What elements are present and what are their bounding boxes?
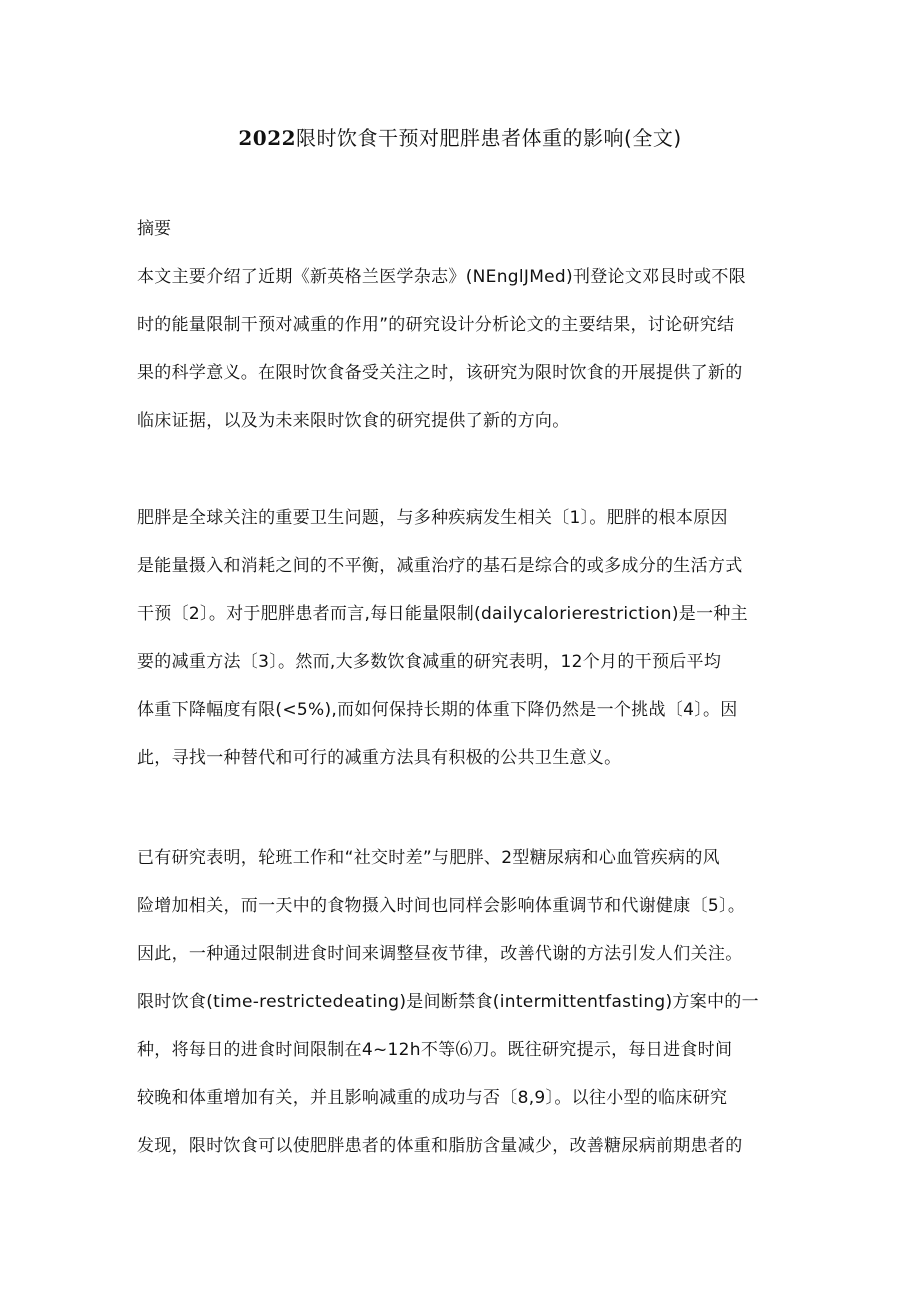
body-paragraph-time-restricted-eating (137, 843, 797, 1179)
abstract-paragraph (137, 262, 797, 454)
text-line: 体重下降幅度有限(<5%),而如何保持长期的体重下降仍然是一个挑战〔4〕。因 (137, 700, 738, 720)
text-line: 较晚和体重增加有关，并且影响减重的成功与否〔8,9〕。以往小型的临床研究 (137, 1088, 728, 1108)
text-line: 要的减重方法〔3〕。然而,大多数饮食减重的研究表明，12个月的干预后平均 (137, 652, 722, 672)
text-line: 本文主要介绍了近期《新英格兰医学杂志》(NEnglJMed)刊登论文邓艮时或不限 (137, 267, 746, 287)
body-paragraph-obesity (137, 503, 797, 791)
document-title (0, 122, 920, 154)
text-line: 发现，限时饮食可以使肥胖患者的体重和脂肪含量减少，改善糖尿病前期患者的 (137, 1136, 743, 1156)
text-line: 种，将每日的进食时间限制在4~12h不等⑹刀。既往研究提示，每日进食时间 (137, 1040, 733, 1060)
abstract-heading: 摘要 (137, 219, 171, 239)
text-line: 肥胖是全球关注的重要卫生问题，与多种疾病发生相关〔1〕。肥胖的根本原因 (137, 508, 728, 528)
text-line: 是能量摄入和消耗之间的不平衡，减重治疗的基石是综合的或多成分的生活方式 (137, 556, 743, 576)
text-line: 已有研究表明，轮班工作和“社交时差”与肥胖、2型糖尿病和心血管疾病的风 (137, 848, 720, 868)
text-line: 限时饮食(time-restrictedeating)是间断禁食(intermittentfasting)方案中的一 (137, 992, 759, 1012)
title-year: 2022 (238, 126, 297, 150)
text-line: 因此，一种通过限制进食时间来调整昼夜节律，改善代谢的方法引发人们关注。 (137, 944, 743, 964)
text-line: 干预〔2〕。对于肥胖患者而言,每日能量限制(dailycalorierestriction)是一种主 (137, 604, 748, 624)
text-line: 时的能量限制干预对减重的作用”的研究设计分析论文的主要结果，讨论研究结 (137, 315, 735, 335)
text-line: 临床证据，以及为未来限时饮食的研究提供了新的方向。 (137, 411, 570, 431)
text-line: 此，寻找一种替代和可行的减重方法具有积极的公共卫生意义。 (137, 748, 622, 768)
text-line: 险增加相关，而一天中的食物摄入时间也同样会影响体重调节和代谢健康〔5〕。 (137, 896, 746, 916)
text-line: 果的科学意义。在限时饮食备受关注之时，该研究为限时饮食的开展提供了新的 (137, 363, 743, 383)
title-text: 限时饮食干预对肥胖患者体重的影响(全文) (296, 126, 682, 150)
